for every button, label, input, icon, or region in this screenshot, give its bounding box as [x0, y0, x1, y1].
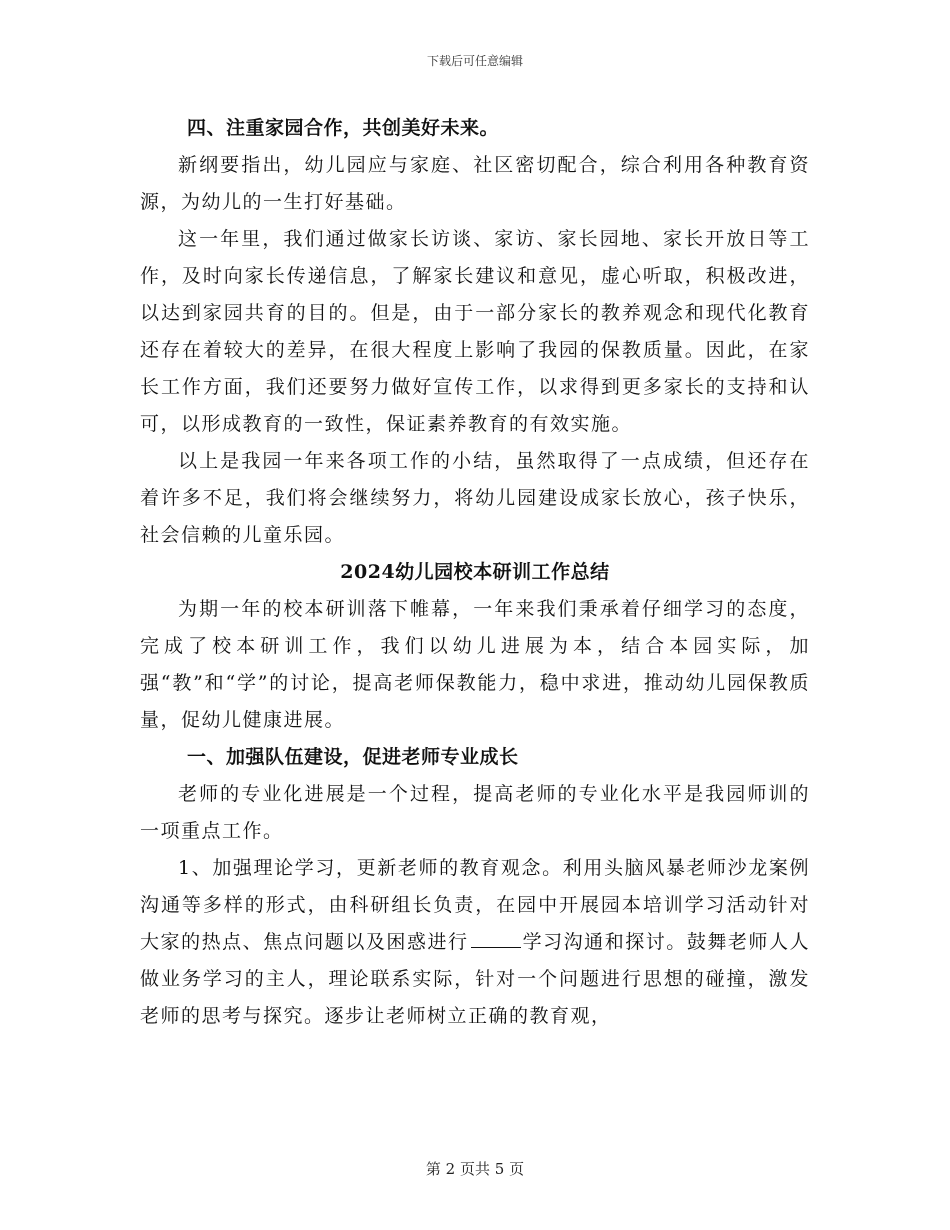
- section-heading-1: 一、加强队伍建设，促进老师专业成长: [187, 746, 519, 768]
- paragraph-item-1: [140, 850, 810, 1035]
- item-1-text-before-blank: 1、加强理论学习，更新老师的教育观念。利用头脑风暴老师沙龙案例沟通等多样的形式，由科研组长负责，在园中开展园本培训学习活动针对大家的热点、焦点问题以及困惑进行: [140, 857, 810, 953]
- paragraph: 以上是我园一年来各项工作的小结，虽然取得了一点成绩，但还存在着许多不足，我们将会继续努力，将幼儿园建设成家长放心，孩子快乐，社会信赖的儿童乐园。: [140, 450, 810, 546]
- section-heading-4: 四、注重家园合作，共创美好未来。: [187, 117, 500, 139]
- page-number: 第 2 页共 5 页: [425, 1160, 525, 1178]
- paragraph: 为期一年的校本研训落下帷幕，一年来我们秉承着仔细学习的态度，完成了校本研训工作，我们以幼儿进展为本，结合本园实际，加强“教”和“学”的讨论，提高老师保教能力，稳中求进，推动幼儿园保教质量，促幼儿健康进展。: [140, 598, 810, 731]
- paragraph: 新纲要指出，幼儿园应与家庭、社区密切配合，综合利用各种教育资源，为幼儿的一生打好基础。: [140, 154, 810, 213]
- fill-in-blank: [471, 928, 521, 948]
- document-body: [140, 110, 810, 1035]
- paragraph: 老师的专业化进展是一个过程，提高老师的专业化水平是我园师训的一项重点工作。: [140, 783, 810, 842]
- paragraph: 这一年里，我们通过做家长访谈、家访、家长园地、家长开放日等工作，及时向家长传递信息，了解家长建议和意见，虚心听取，积极改进，以达到家园共育的目的。但是，由于一部分家长的教养观念和现代化教育还存在着较大的差异，在很大程度上影响了我园的保教质量。因此，在家长工作方面，我们还要努力做好宣传工作，以求得到更多家长的支持和认可，以形成教育的一致性，保证素养教育的有效实施。: [140, 228, 810, 435]
- page-header-note: 下载后可任意编辑: [426, 54, 523, 68]
- article-title: 2024幼儿园校本研训工作总结: [340, 561, 610, 583]
- item-1-text-after-blank: 学习沟通和探讨。鼓舞老师人人做业务学习的主人，理论联系实际，针对一个问题进行思想的碰撞，激发老师的思考与探究。逐步让老师树立正确的教育观，: [140, 931, 810, 1027]
